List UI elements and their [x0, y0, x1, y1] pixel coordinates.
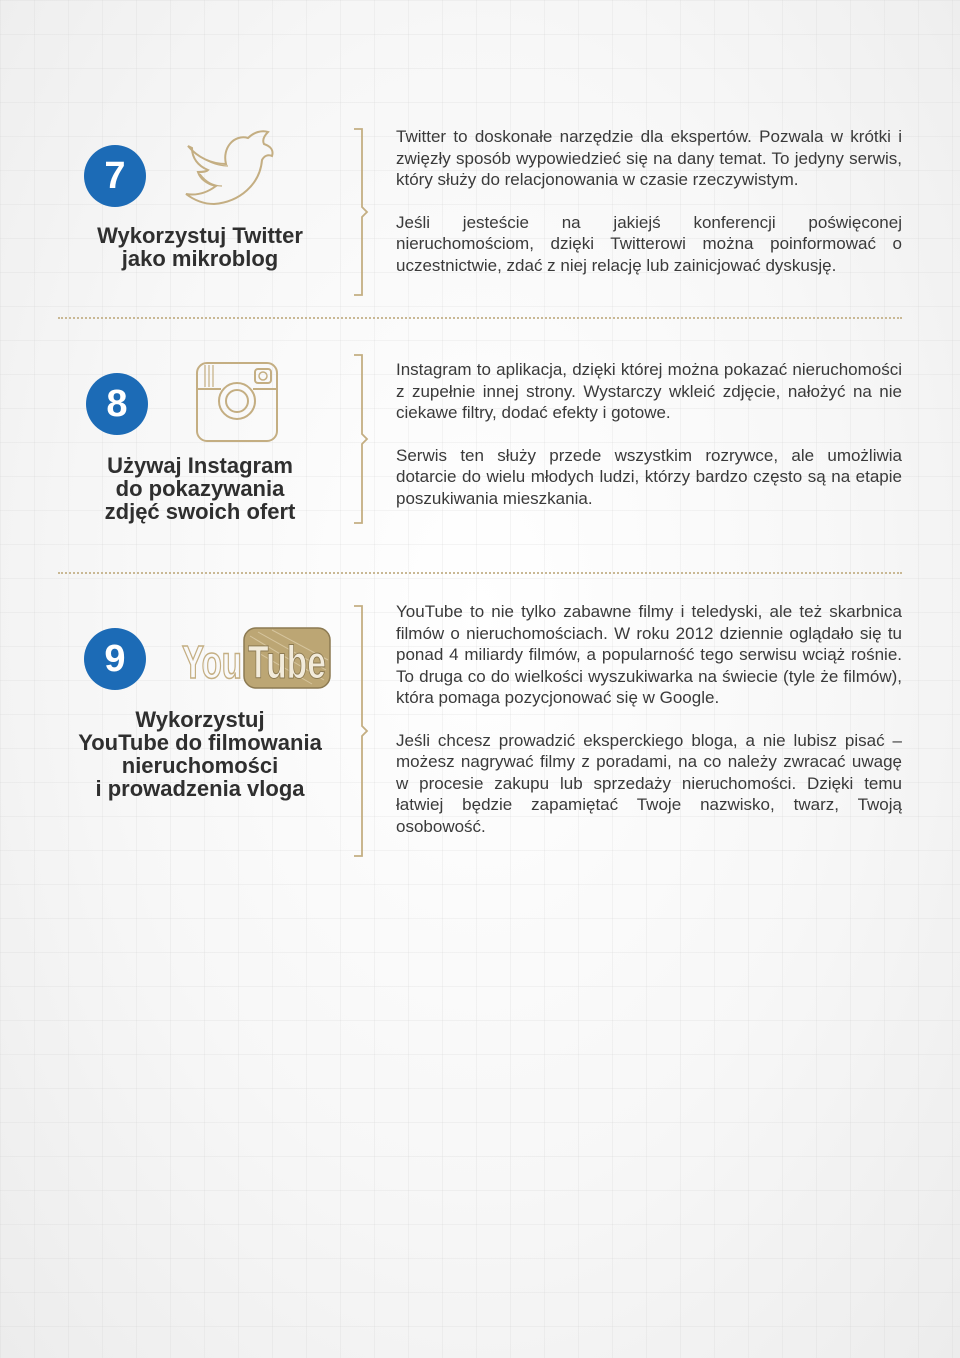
section-title [80, 454, 320, 523]
body-paragraph: Jeśli jesteście na jakiejś konferencji poświęconej nieruchomościom, dzięki Twitterowi można poinformować o uczestnictwie, zdać z niej relację lub zainicjować dyskusję. [396, 212, 902, 275]
twitter-bird-icon [184, 126, 278, 213]
title-line: Używaj Instagram [107, 453, 293, 478]
section-number-badge [84, 628, 146, 690]
section-body [396, 126, 902, 297]
bracket-divider [352, 353, 368, 525]
bracket-divider [352, 604, 368, 858]
section-title [66, 708, 334, 800]
body-paragraph: YouTube to nie tylko zabawne filmy i teledyski, ale też skarbnica filmów o nieruchomościach. W roku 2012 dziennie oglądało się tu ponad 4 miliardy filmów, a popularność tego serwisu wciąż rośnie. To druga co do wielkości wyszukiwarka na świecie (tyle że filmów), która pomaga pozycjonować się w Google. [396, 602, 902, 707]
section-number-badge [84, 145, 146, 207]
section-body [396, 601, 902, 858]
title-line: Wykorzystuj Twitter [97, 223, 303, 248]
body-paragraph: Twitter to doskonałe narzędzie dla ekspertów. Pozwala w krótki i zwięzły sposób wypowiedzieć się na dany temat. To jedyny serwis, który służy do relacjonowania w czasie rzeczywistym. [396, 127, 902, 189]
title-line: i prowadzenia vloga [95, 776, 305, 801]
svg-text:Tube: Tube [248, 636, 326, 688]
title-line: jako mikroblog [121, 246, 279, 271]
section-divider [58, 317, 902, 319]
instagram-camera-icon [195, 361, 279, 448]
body-paragraph: Jeśli chcesz prowadzić eksperckiego bloga, a nie lubisz pisać – możesz nagrywać filmy z poradami, na co należy zwracać uwagę w procesie zakupu lub sprzedaży nieruchomości. Dzięki temu łatwiej będzie zapamiętać Twoje nazwisko, twarz, Twoją osobowość. [396, 730, 902, 836]
section-number: 7 [104, 154, 126, 197]
section-divider [58, 572, 902, 574]
section-number: 9 [104, 637, 126, 680]
title-line: Wykorzystuj [135, 707, 265, 732]
youtube-logo-icon [180, 626, 332, 695]
svg-text:You: You [182, 636, 242, 688]
title-line: zdjęć swoich ofert [104, 499, 296, 524]
bracket-divider [352, 127, 368, 297]
section-number-badge [86, 373, 148, 435]
section-body [396, 359, 902, 530]
title-line: YouTube do filmowania [78, 730, 322, 755]
body-paragraph: Instagram to aplikacja, dzięki której można pokazać nieruchomości z zupełnie innej strony. Wystarczy wkleić zdjęcie, nałożyć na nie ciekawe filtry, dodać efekty i gotowe. [396, 360, 902, 422]
title-line: do pokazywania [115, 476, 285, 501]
section-title [80, 224, 320, 270]
body-paragraph: Serwis ten służy przede wszystkim rozrywce, ale umożliwia dotarcie do wielu młodych ludzi, którzy bardzo często są na etapie poszukiwania mieszkania. [396, 445, 902, 508]
section-number: 8 [106, 382, 128, 425]
title-line: nieruchomości [121, 753, 279, 778]
